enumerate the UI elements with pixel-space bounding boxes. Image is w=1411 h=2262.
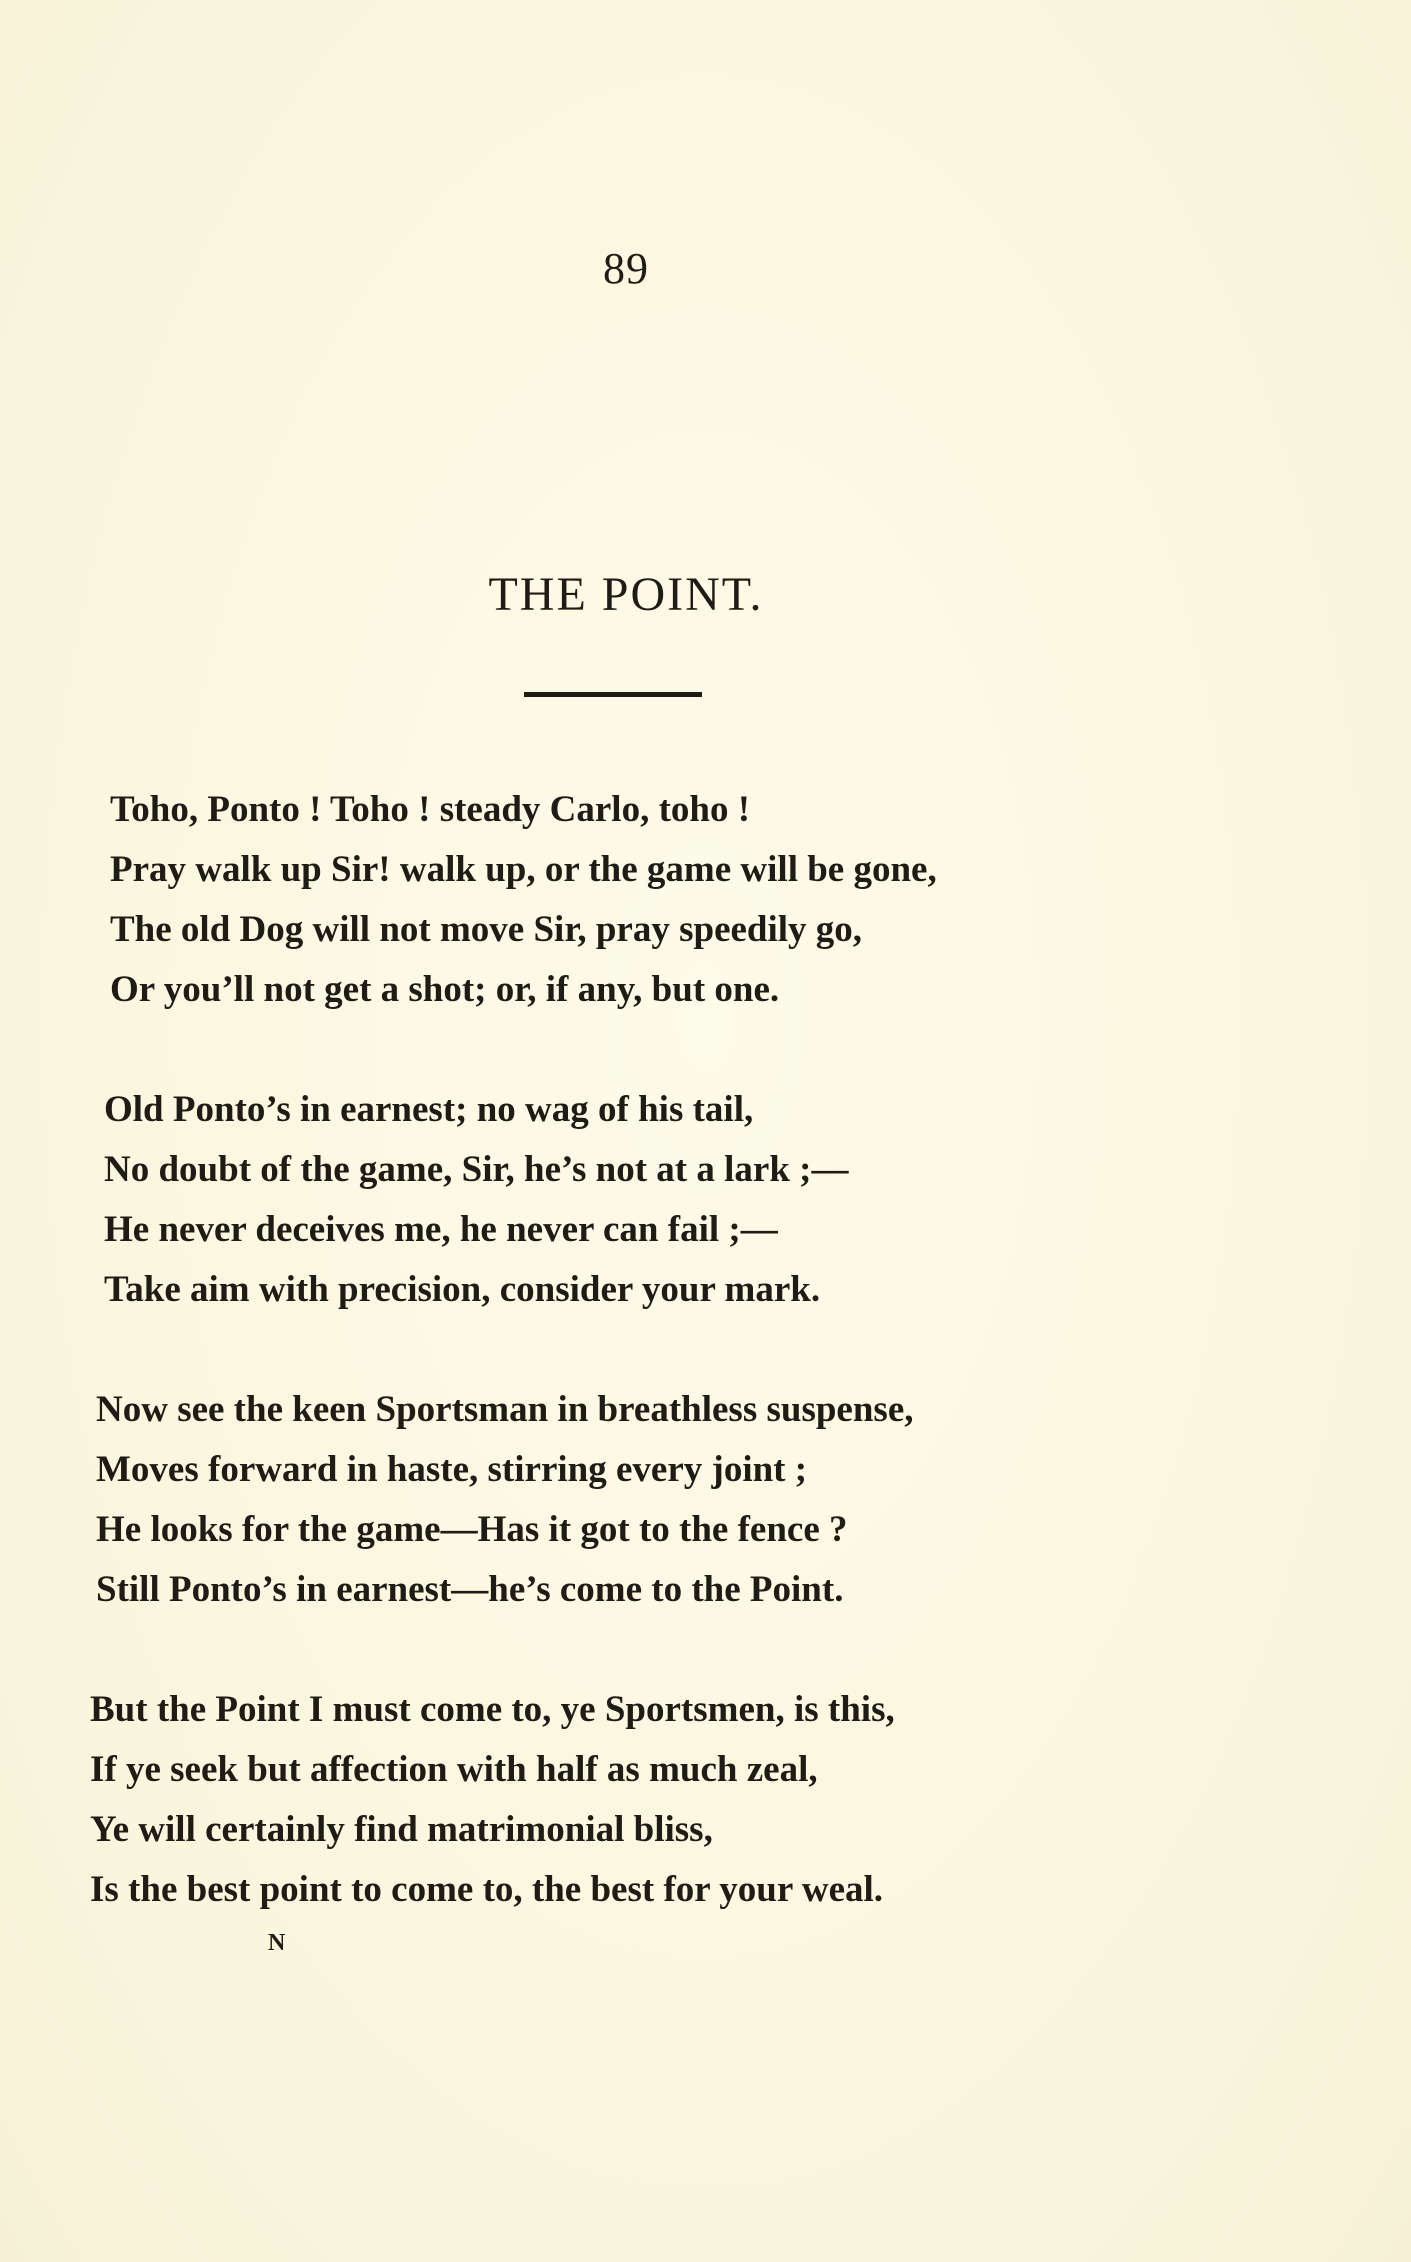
poem-body [90, 780, 1190, 1980]
stanza-4-line-4: Is the best point to come to, the best for your weal. [90, 1869, 884, 1910]
stanza-2-line-4: Take aim with precision, consider your mark. [104, 1269, 821, 1310]
stanza-2-line-1: Old Ponto’s in earnest; no wag of his tail, [104, 1089, 754, 1130]
stanza-4-line-1: But the Point I must come to, ye Sportsmen, is this, [90, 1689, 895, 1730]
stanza-1-line-2: Pray walk up Sir! walk up, or the game will be gone, [110, 849, 937, 890]
stanza-1-line-1: Toho, Ponto ! Toho ! steady Carlo, toho ! [110, 789, 751, 830]
stanza-4 [90, 1680, 1190, 1920]
stanza-4-line-3: Ye will certainly find matrimonial bliss, [90, 1809, 713, 1850]
page-number: 89 [603, 244, 649, 293]
stanza-4-line-2: If ye seek but affection with half as much zeal, [90, 1749, 818, 1790]
stanza-2-line-2: No doubt of the game, Sir, he’s not at a lark ;— [104, 1149, 849, 1190]
stanza-3 [90, 1380, 1190, 1620]
stanza-3-line-2: Moves forward in haste, stirring every joint ; [96, 1449, 808, 1490]
title-divider [524, 692, 702, 697]
poem-title: THE POINT. [488, 568, 764, 622]
signature-mark: N [268, 1930, 287, 1956]
stanza-1 [90, 780, 1190, 1020]
stanza-1-line-3: The old Dog will not move Sir, pray speedily go, [110, 909, 863, 950]
stanza-3-line-1: Now see the keen Sportsman in breathless suspense, [96, 1389, 914, 1430]
stanza-3-line-4: Still Ponto’s in earnest—he’s come to the Point. [96, 1569, 844, 1610]
stanza-2-line-3: He never deceives me, he never can fail ;— [104, 1209, 778, 1250]
stanza-3-line-3: He looks for the game—Has it got to the fence ? [96, 1509, 848, 1550]
stanza-2 [90, 1080, 1190, 1320]
stanza-1-line-4: Or you’ll not get a shot; or, if any, but one. [110, 969, 780, 1010]
